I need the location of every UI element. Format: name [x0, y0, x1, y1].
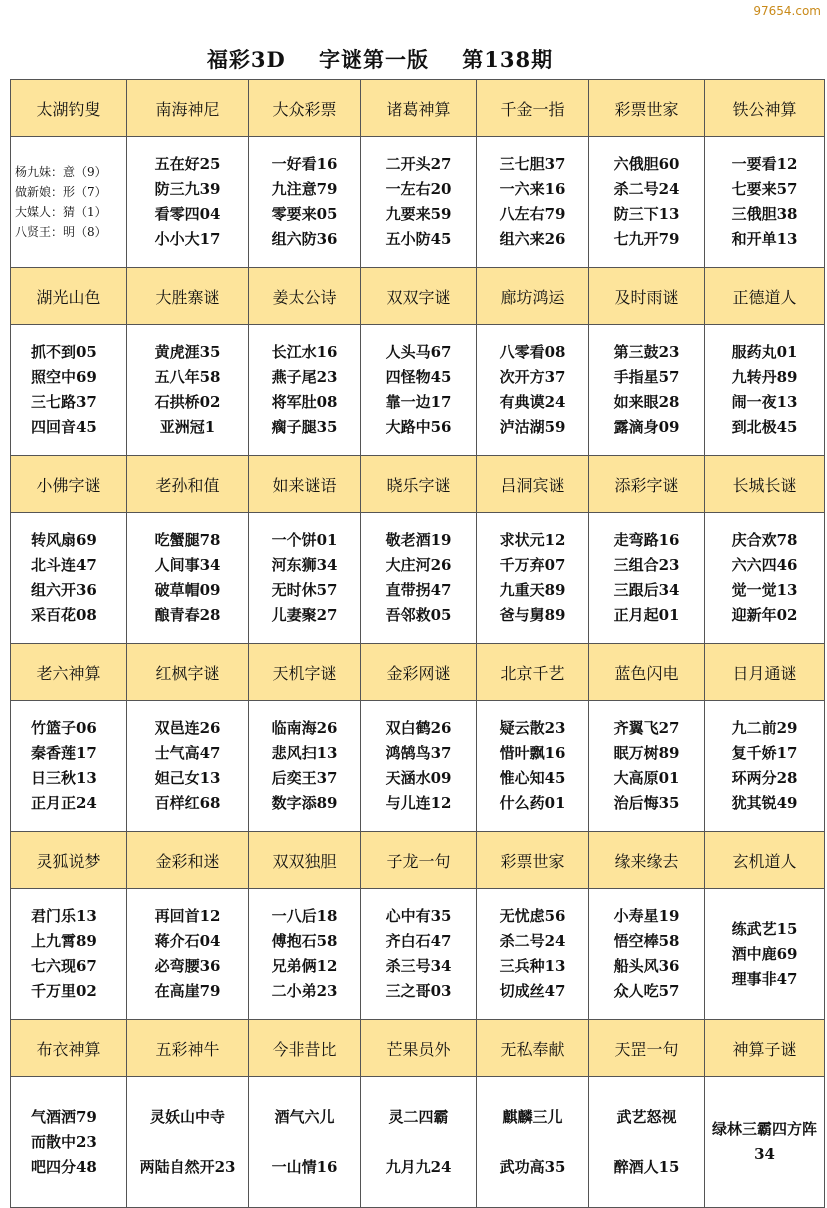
riddle-cell-content: [249, 1092, 360, 1192]
riddle-line: 在高崖79: [154, 982, 221, 1000]
riddle-cell-content: [477, 716, 588, 816]
riddle-line: 正月起01: [613, 606, 680, 624]
header-row: [11, 80, 825, 137]
column-header: 吕洞宾谜: [477, 456, 589, 513]
column-header: 红枫字谜: [127, 644, 249, 701]
riddle-cell: [127, 513, 249, 644]
content-row: [11, 1077, 825, 1208]
riddle-line: 一八后18: [271, 907, 338, 925]
riddle-line: 酒中鹿69: [731, 944, 798, 963]
riddle-line: 九注意79: [271, 180, 338, 198]
content-row: [11, 325, 825, 456]
riddle-line: 船头风36: [613, 957, 680, 975]
riddle-cell: [705, 701, 825, 832]
riddle-cell-content: [361, 716, 476, 816]
riddle-line: 气酒洒79: [31, 1107, 97, 1126]
riddle-cell: [249, 889, 361, 1020]
riddle-line: 与儿连12: [385, 794, 452, 812]
riddle-line: 如来眼28: [613, 393, 680, 411]
content-row: [11, 137, 825, 268]
column-header: 金彩网谜: [361, 644, 477, 701]
riddle-line: 上九霄89: [31, 932, 97, 950]
riddle-line: 三兵种13: [499, 957, 566, 975]
riddle-line: 三之哥03: [385, 982, 452, 1000]
riddle-line: 破草帽09: [154, 581, 221, 599]
riddle-cell: [249, 701, 361, 832]
riddle-line: 黄虎涯35: [154, 343, 221, 361]
riddle-cell: [361, 137, 477, 268]
riddle-line: 兄弟俩12: [271, 957, 338, 975]
riddle-line: 觉一觉13: [731, 581, 798, 599]
riddle-cell-content: [249, 340, 360, 440]
riddle-line: 数字添89: [271, 794, 338, 812]
column-header: 灵狐说梦: [11, 832, 127, 889]
riddle-line: 无忧虑56: [499, 907, 566, 925]
riddle-line: 再回首12: [154, 907, 221, 925]
column-header: 金彩和迷: [127, 832, 249, 889]
riddle-line: 人间事34: [154, 556, 221, 574]
riddle-line: 北斗连47: [31, 556, 97, 574]
riddle-line: 防三九39: [154, 180, 221, 198]
column-header: 日月通谜: [705, 644, 825, 701]
riddle-line: 一个饼01: [271, 531, 338, 549]
riddle-line: 小小大17: [154, 230, 221, 248]
header-row: [11, 1020, 825, 1077]
riddle-line: 人头马67: [385, 343, 452, 361]
content-row: [11, 889, 825, 1020]
riddle-line: 三七路37: [31, 393, 97, 411]
header-row: [11, 456, 825, 513]
column-header: 廊坊鸿运: [477, 268, 589, 325]
column-header: 天罡一句: [589, 1020, 705, 1077]
riddle-line: 悟空棒58: [613, 932, 680, 950]
riddle-line: 一要看12: [731, 155, 798, 173]
riddle-cell: [589, 137, 705, 268]
riddle-line: 两陆自然开23: [139, 1158, 236, 1176]
riddle-line: 天涵水09: [385, 769, 452, 787]
riddle-table: [10, 79, 825, 1208]
riddle-cell-content: [11, 528, 126, 628]
riddle-line: 双邑连26: [154, 719, 221, 737]
riddle-line: 露滴身09: [613, 418, 680, 436]
riddle-cell-content: [11, 1105, 126, 1180]
riddle-line: 三组合23: [613, 556, 680, 574]
riddle-cell: [705, 513, 825, 644]
column-header: 今非昔比: [249, 1020, 361, 1077]
riddle-line: 千万弃07: [499, 556, 566, 574]
riddle-line: 杀三号34: [385, 957, 452, 975]
riddle-cell: [589, 325, 705, 456]
column-header: 子龙一句: [361, 832, 477, 889]
riddle-line: 九转丹89: [731, 368, 798, 386]
riddle-cell-content: [361, 528, 476, 628]
riddle-line: 求状元12: [499, 531, 566, 549]
riddle-line: 什么药01: [499, 794, 566, 812]
column-header: 湖光山色: [11, 268, 127, 325]
riddle-cell-content: [127, 528, 248, 628]
riddle-line: 九要来59: [385, 205, 452, 223]
column-header: 老六神算: [11, 644, 127, 701]
riddle-line: 防三下13: [613, 205, 680, 223]
riddle-cell-content: [11, 716, 126, 816]
riddle-cell: [11, 889, 127, 1020]
header-row: [11, 832, 825, 889]
riddle-line: 到北极45: [731, 418, 798, 436]
riddle-cell: [249, 137, 361, 268]
riddle-cell: [361, 513, 477, 644]
riddle-line: 迎新年02: [731, 606, 798, 624]
riddle-line: 日三秋13: [31, 769, 97, 787]
riddle-cell-content: [127, 904, 248, 1004]
riddle-line: 蒋介石04: [154, 932, 221, 950]
riddle-line: 三俄胆38: [731, 205, 798, 223]
riddle-cell-content: [249, 152, 360, 252]
riddle-cell-content: [589, 152, 704, 252]
riddle-cell: [127, 1077, 249, 1208]
column-header: 千金一指: [477, 80, 589, 137]
riddle-line: 武艺怒视: [616, 1108, 677, 1126]
riddle-cell-content: [477, 152, 588, 252]
riddle-line: 无时休57: [271, 581, 338, 599]
riddle-cell: [11, 325, 127, 456]
riddle-line: 百样红68: [154, 794, 221, 812]
riddle-cell-content: [249, 716, 360, 816]
riddle-line: 眠万树89: [613, 744, 680, 762]
riddle-line: 和开单13: [731, 230, 798, 248]
riddle-line: 手指星57: [613, 368, 680, 386]
riddle-cell: [705, 137, 825, 268]
riddle-cell-content: [589, 340, 704, 440]
riddle-line: 武功高35: [499, 1158, 566, 1176]
column-header: 无私奉献: [477, 1020, 589, 1077]
page-title: 福彩3D 字谜第一版 第138期: [206, 47, 554, 72]
riddle-cell-content: [361, 904, 476, 1004]
riddle-line: 七要来57: [731, 180, 798, 198]
site-watermark: 97654.com: [753, 4, 821, 18]
riddle-line: 犹其锐49: [731, 794, 798, 812]
riddle-line: 五小防45: [385, 230, 452, 248]
riddle-cell-content: [477, 904, 588, 1004]
riddle-cell-content: [249, 904, 360, 1004]
riddle-line: 杀二号24: [499, 932, 566, 950]
riddle-cell: [11, 137, 127, 268]
riddle-line: 次开方37: [499, 368, 566, 386]
riddle-line: 疑云散23: [499, 719, 566, 737]
header-row: [11, 644, 825, 701]
riddle-line: 靠一边17: [385, 393, 452, 411]
riddle-cell: [249, 513, 361, 644]
riddle-cell-content: [11, 162, 126, 242]
riddle-line: 燕子尾23: [271, 368, 338, 386]
riddle-line: 士气高47: [154, 744, 221, 762]
riddle-cell-content: [589, 904, 704, 1004]
column-header: 老孙和值: [127, 456, 249, 513]
riddle-line: 酿青春28: [154, 606, 221, 624]
riddle-line: 七六现67: [31, 957, 97, 975]
riddle-line: 吃蟹腿78: [154, 531, 221, 549]
riddle-line: 杀二号24: [613, 180, 680, 198]
riddle-cell-content: [705, 917, 824, 992]
riddle-line: 双白鹤26: [385, 719, 452, 737]
riddle-line: 河东狮34: [271, 556, 338, 574]
riddle-line: 亚洲冠1: [159, 418, 216, 436]
column-header: 缘来缘去: [589, 832, 705, 889]
riddle-line: 妲己女13: [154, 769, 221, 787]
content-row: [11, 513, 825, 644]
riddle-line: 闹一夜13: [731, 393, 798, 411]
riddle-line: 环两分28: [731, 769, 798, 787]
riddle-line: 抓不到05: [31, 343, 97, 361]
column-header: 彩票世家: [589, 80, 705, 137]
riddle-line: 六六四46: [731, 556, 798, 574]
column-header: 如来谜语: [249, 456, 361, 513]
column-header: 及时雨谜: [589, 268, 705, 325]
riddle-line: 二开头27: [385, 155, 452, 173]
riddle-cell: [477, 1077, 589, 1208]
riddle-cell: [705, 325, 825, 456]
riddle-line: 而散中23: [31, 1132, 97, 1151]
riddle-line: 泸沽湖59: [499, 418, 566, 436]
riddle-line: 七九开79: [613, 230, 680, 248]
riddle-cell: [477, 137, 589, 268]
riddle-line: 大高原01: [613, 769, 680, 787]
riddle-cell: [477, 889, 589, 1020]
riddle-line: 儿妻聚27: [271, 606, 338, 624]
column-header: 铁公神算: [705, 80, 825, 137]
riddle-line: 鸿鹄鸟37: [385, 744, 452, 762]
riddle-line: 君门乐13: [31, 907, 97, 925]
riddle-line: 将军肚08: [271, 393, 338, 411]
note-line: 八贤王：明（8）: [15, 225, 107, 239]
riddle-line: 齐翼飞27: [613, 719, 680, 737]
column-header: 双双独胆: [249, 832, 361, 889]
riddle-line: 灵妖山中寺: [149, 1108, 225, 1126]
column-header: 大众彩票: [249, 80, 361, 137]
riddle-cell-content: [477, 340, 588, 440]
riddle-line: 灵二四霸: [388, 1108, 449, 1126]
riddle-line: 三七胆37: [499, 155, 566, 173]
riddle-cell: [249, 325, 361, 456]
riddle-cell-content: [127, 1092, 248, 1192]
riddle-line: 转风扇69: [31, 531, 97, 549]
note-line: 大媒人：猜（1）: [15, 205, 107, 219]
riddle-line: 一六来16: [499, 180, 566, 198]
riddle-line: 四回音45: [31, 418, 97, 436]
riddle-line: 照空中69: [31, 368, 97, 386]
column-header: 彩票世家: [477, 832, 589, 889]
riddle-line: 八零看08: [499, 343, 566, 361]
riddle-line: 惜叶飘16: [499, 744, 566, 762]
riddle-line: 麒麟三儿: [502, 1108, 563, 1126]
riddle-line: 治后悔35: [613, 794, 680, 812]
riddle-cell: [11, 1077, 127, 1208]
riddle-cell-content: [477, 528, 588, 628]
riddle-cell-content: [249, 528, 360, 628]
riddle-line: 众人吃57: [613, 982, 680, 1000]
riddle-line: 小寿星19: [613, 907, 680, 925]
riddle-cell-content: [705, 1117, 824, 1167]
riddle-cell: [361, 325, 477, 456]
riddle-cell: [249, 1077, 361, 1208]
riddle-line: 心中有35: [385, 907, 452, 925]
riddle-cell-content: [361, 1092, 476, 1192]
column-header: 玄机道人: [705, 832, 825, 889]
column-header: 大胜寨谜: [127, 268, 249, 325]
column-header: 正德道人: [705, 268, 825, 325]
riddle-cell: [589, 701, 705, 832]
riddle-line: 千万里02: [31, 982, 97, 1000]
riddle-line: 惟心知45: [499, 769, 566, 787]
riddle-line: 组六来26: [499, 230, 566, 248]
riddle-cell-content: [589, 528, 704, 628]
column-header: 北京千艺: [477, 644, 589, 701]
riddle-line: 临南海26: [271, 719, 338, 737]
riddle-line: 服药丸01: [731, 343, 798, 361]
riddle-line: 有典谟24: [499, 393, 566, 411]
riddle-line: 瘸子腿35: [271, 418, 338, 436]
riddle-line: 看零四04: [154, 205, 221, 223]
riddle-line: 秦香莲17: [31, 744, 97, 762]
riddle-line: 组六防36: [271, 230, 338, 248]
header-row: [11, 268, 825, 325]
riddle-line: 练武艺15: [731, 919, 798, 938]
column-header: 长城长谜: [705, 456, 825, 513]
riddle-cell: [11, 513, 127, 644]
riddle-cell: [589, 1077, 705, 1208]
riddle-line: 吾邻救05: [385, 606, 452, 624]
riddle-line: 竹篮子06: [31, 719, 97, 737]
riddle-line: 齐白石47: [385, 932, 452, 950]
riddle-line: 走弯路16: [613, 531, 680, 549]
riddle-cell: [477, 513, 589, 644]
riddle-cell-content: [705, 152, 824, 252]
column-header: 天机字谜: [249, 644, 361, 701]
riddle-cell-content: [11, 904, 126, 1004]
column-header: 小佛字谜: [11, 456, 127, 513]
riddle-cell: [127, 889, 249, 1020]
column-header: 姜太公诗: [249, 268, 361, 325]
note-line: 杨九妹：意（9）: [15, 165, 107, 179]
riddle-cell: [361, 1077, 477, 1208]
riddle-line: 组六开36: [31, 581, 97, 599]
riddle-cell: [477, 325, 589, 456]
riddle-cell: [589, 513, 705, 644]
riddle-cell-content: [589, 1092, 704, 1192]
column-header: 双双字谜: [361, 268, 477, 325]
riddle-line: 五在好25: [154, 155, 221, 173]
riddle-cell-content: [127, 152, 248, 252]
riddle-cell: [127, 701, 249, 832]
riddle-cell: [127, 325, 249, 456]
column-header: 布衣神算: [11, 1020, 127, 1077]
content-row: [11, 701, 825, 832]
riddle-line: 五八年58: [154, 368, 221, 386]
riddle-line: 九重天89: [499, 581, 566, 599]
riddle-cell-content: [127, 340, 248, 440]
riddle-line: 一左右20: [385, 180, 452, 198]
riddle-line: 大路中56: [385, 418, 452, 436]
riddle-cell: [589, 889, 705, 1020]
riddle-cell-content: [477, 1092, 588, 1192]
riddle-line: 零要来05: [271, 205, 338, 223]
riddle-line: 绿林三霸四方阵34: [711, 1120, 817, 1163]
riddle-line: 庆合欢78: [731, 531, 798, 549]
riddle-cell-content: [705, 528, 824, 628]
riddle-cell-content: [705, 716, 824, 816]
riddle-cell-content: [361, 152, 476, 252]
riddle-line: 切成丝47: [499, 982, 566, 1000]
riddle-line: 长江水16: [271, 343, 338, 361]
riddle-line: 一好看16: [271, 155, 338, 173]
riddle-line: 三跟后34: [613, 581, 680, 599]
riddle-cell-content: [589, 716, 704, 816]
riddle-line: 后奕王37: [271, 769, 338, 787]
column-header: 南海神尼: [127, 80, 249, 137]
riddle-cell: [361, 701, 477, 832]
riddle-cell-content: [361, 340, 476, 440]
riddle-line: 傅抱石58: [271, 932, 338, 950]
riddle-cell-content: [127, 716, 248, 816]
riddle-line: 理事非47: [731, 969, 798, 988]
riddle-line: 复千娇17: [731, 744, 798, 762]
riddle-cell: [477, 701, 589, 832]
riddle-cell: [705, 1077, 825, 1208]
riddle-line: 醉酒人15: [613, 1158, 680, 1176]
riddle-line: 敬老酒19: [385, 531, 452, 549]
note-line: 做新娘：形（7）: [15, 185, 107, 199]
column-header: 太湖钓叟: [11, 80, 127, 137]
riddle-line: 九二前29: [731, 719, 798, 737]
riddle-line: 直带拐47: [385, 581, 452, 599]
riddle-cell: [705, 889, 825, 1020]
column-header: 添彩字谜: [589, 456, 705, 513]
riddle-line: 爸与舅89: [499, 606, 566, 624]
riddle-cell: [127, 137, 249, 268]
riddle-line: 九月九24: [385, 1158, 452, 1176]
riddle-line: 六俄胆60: [613, 155, 680, 173]
column-header: 晓乐字谜: [361, 456, 477, 513]
column-header: 芒果员外: [361, 1020, 477, 1077]
riddle-line: 大庄河26: [385, 556, 452, 574]
riddle-line: 采百花08: [31, 606, 97, 624]
column-header: 五彩神牛: [127, 1020, 249, 1077]
riddle-cell: [361, 889, 477, 1020]
column-header: 蓝色闪电: [589, 644, 705, 701]
column-header: 诸葛神算: [361, 80, 477, 137]
riddle-line: 八左右79: [499, 205, 566, 223]
riddle-line: 吧四分48: [31, 1157, 97, 1176]
riddle-line: 石拱桥02: [154, 393, 221, 411]
riddle-cell-content: [705, 340, 824, 440]
riddle-line: 一山情16: [271, 1158, 338, 1176]
riddle-line: 二小弟23: [271, 982, 338, 1000]
riddle-line: 酒气六儿: [274, 1108, 335, 1126]
riddle-cell-content: [11, 340, 126, 440]
riddle-cell: [11, 701, 127, 832]
riddle-line: 悲风扫13: [271, 744, 338, 762]
riddle-line: 四怪物45: [385, 368, 452, 386]
riddle-line: 正月正24: [31, 794, 97, 812]
riddle-line: 第三鼓23: [613, 343, 680, 361]
riddle-line: 必弯腰36: [154, 957, 221, 975]
column-header: 神算子谜: [705, 1020, 825, 1077]
